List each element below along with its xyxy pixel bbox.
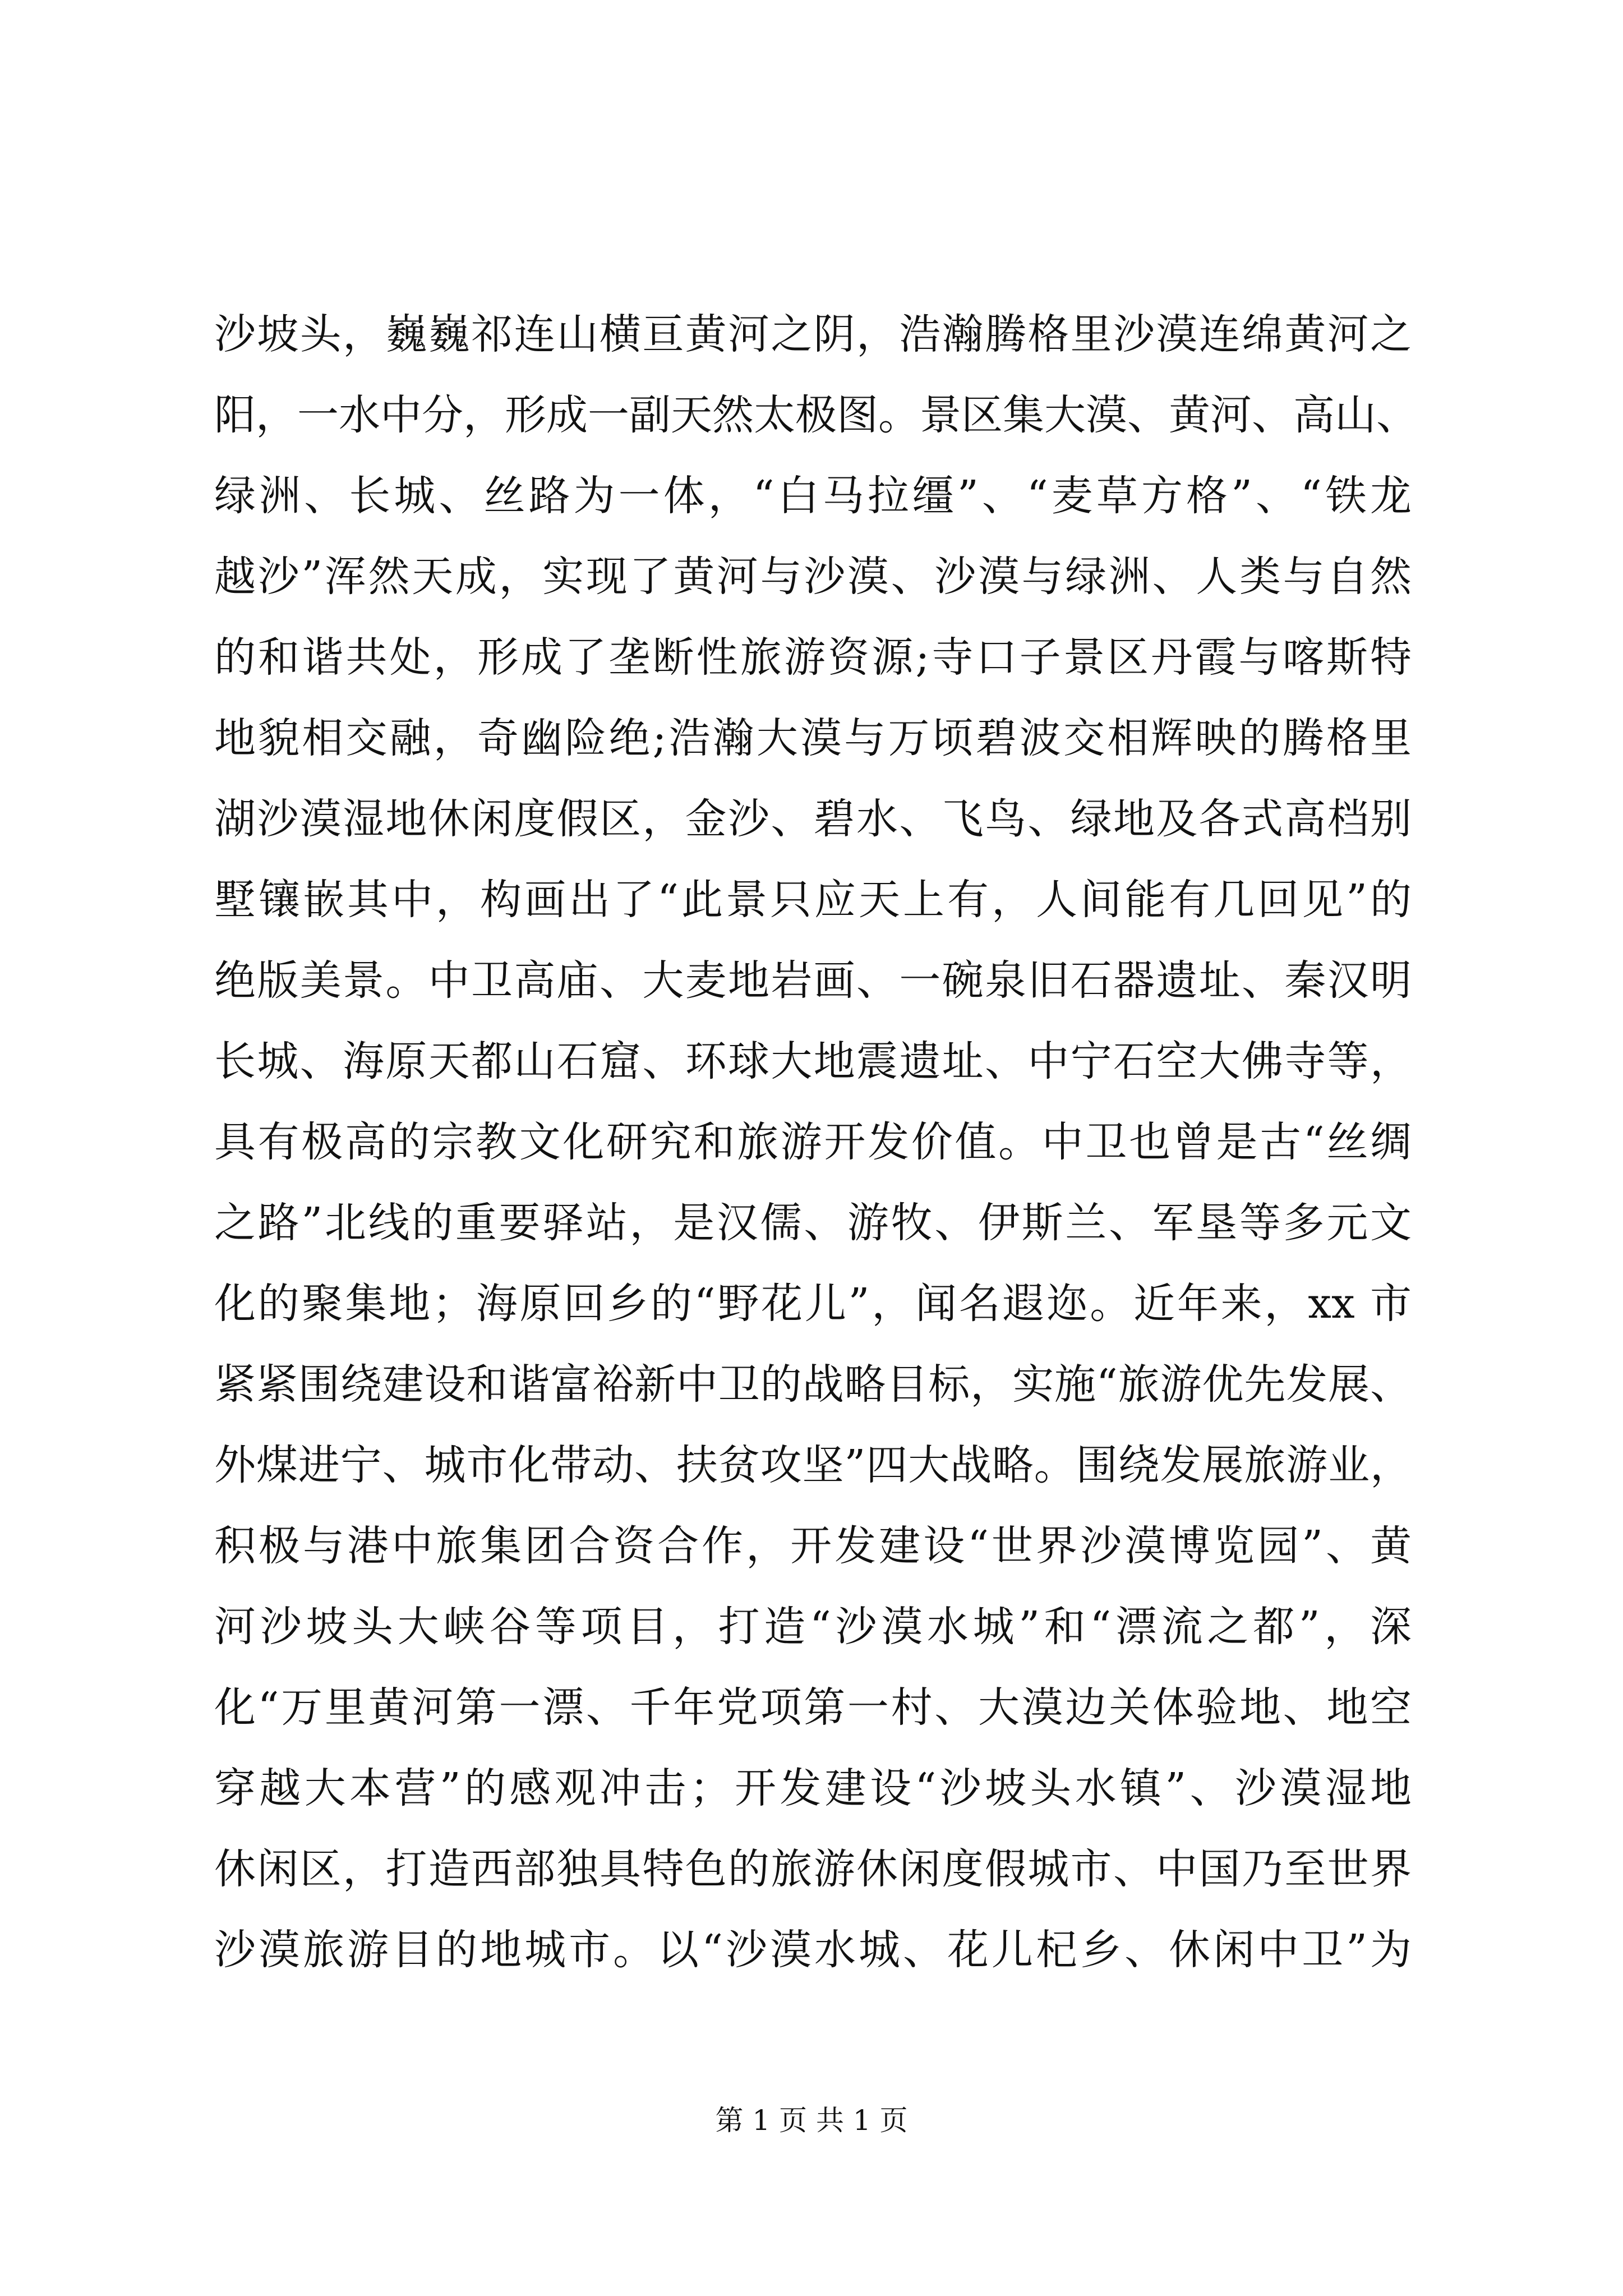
text-line: 外煤进宁、城市化带动、扶贫攻坚”四大战略。围绕发展旅游业， <box>214 1441 1412 1489</box>
text-line: 之路”北线的重要驿站，是汉儒、游牧、伊斯兰、军垦等多元文 <box>214 1199 1412 1247</box>
text-line: 休闲区，打造西部独具特色的旅游休闲度假城市、中国乃至世界 <box>214 1845 1412 1893</box>
text-line: 紧紧围绕建设和谐富裕新中卫的战略目标，实施“旅游优先发展、 <box>214 1360 1412 1409</box>
text-line: 具有极高的宗教文化研究和旅游开发价值。中卫也曾是古“丝绸 <box>214 1118 1412 1166</box>
text-line: 地貌相交融，奇幽险绝;浩瀚大漠与万顷碧波交相辉映的腾格里 <box>214 714 1412 762</box>
page-number-label: 第 1 页 共 1 页 <box>715 2104 908 2137</box>
text-line: 穿越大本营”的感观冲击；开发建设“沙坡头水镇”、沙漠湿地 <box>214 1764 1412 1812</box>
text-line: 化的聚集地；海原回乡的“野花儿”，闻名遐迩。近年来，xx 市 <box>214 1280 1412 1328</box>
text-line: 长城、海原天都山石窟、环球大地震遗址、中宁石空大佛寺等， <box>214 1037 1412 1085</box>
text-line: 绝版美景。中卫高庙、大麦地岩画、一碗泉旧石器遗址、秦汉明 <box>214 956 1412 1005</box>
text-line: 的和谐共处，形成了垄断性旅游资源;寺口子景区丹霞与喀斯特 <box>214 633 1412 682</box>
text-line: 绿洲、长城、丝路为一体，“白马拉缰”、“麦草方格”、“铁龙 <box>214 472 1412 520</box>
text-line: 沙坡头，巍巍祁连山横亘黄河之阴，浩瀚腾格里沙漠连绵黄河之 <box>214 310 1412 358</box>
text-line: 沙漠旅游目的地城市。以“沙漠水城、花儿杞乡、休闲中卫”为 <box>214 1926 1412 1974</box>
body-paragraph <box>214 294 1418 1990</box>
text-line: 湖沙漠湿地休闲度假区，金沙、碧水、飞鸟、绿地及各式高档别 <box>214 795 1412 843</box>
text-line: 积极与港中旅集团合资合作，开发建设“世界沙漠博览园”、黄 <box>214 1522 1412 1570</box>
page-footer <box>0 2101 1623 2140</box>
text-line: 阳，一水中分，形成一副天然太极图。景区集大漠、黄河、高山、 <box>214 391 1418 439</box>
text-line: 化“万里黄河第一漂、千年党项第一村、大漠边关体验地、地空 <box>214 1683 1412 1732</box>
text-line: 河沙坡头大峡谷等项目，打造“沙漠水城”和“漂流之都”，深 <box>214 1603 1412 1651</box>
text-line: 越沙”浑然天成，实现了黄河与沙漠、沙漠与绿洲、人类与自然 <box>214 553 1412 601</box>
text-line: 墅镶嵌其中，构画出了“此景只应天上有，人间能有几回见”的 <box>214 876 1412 924</box>
